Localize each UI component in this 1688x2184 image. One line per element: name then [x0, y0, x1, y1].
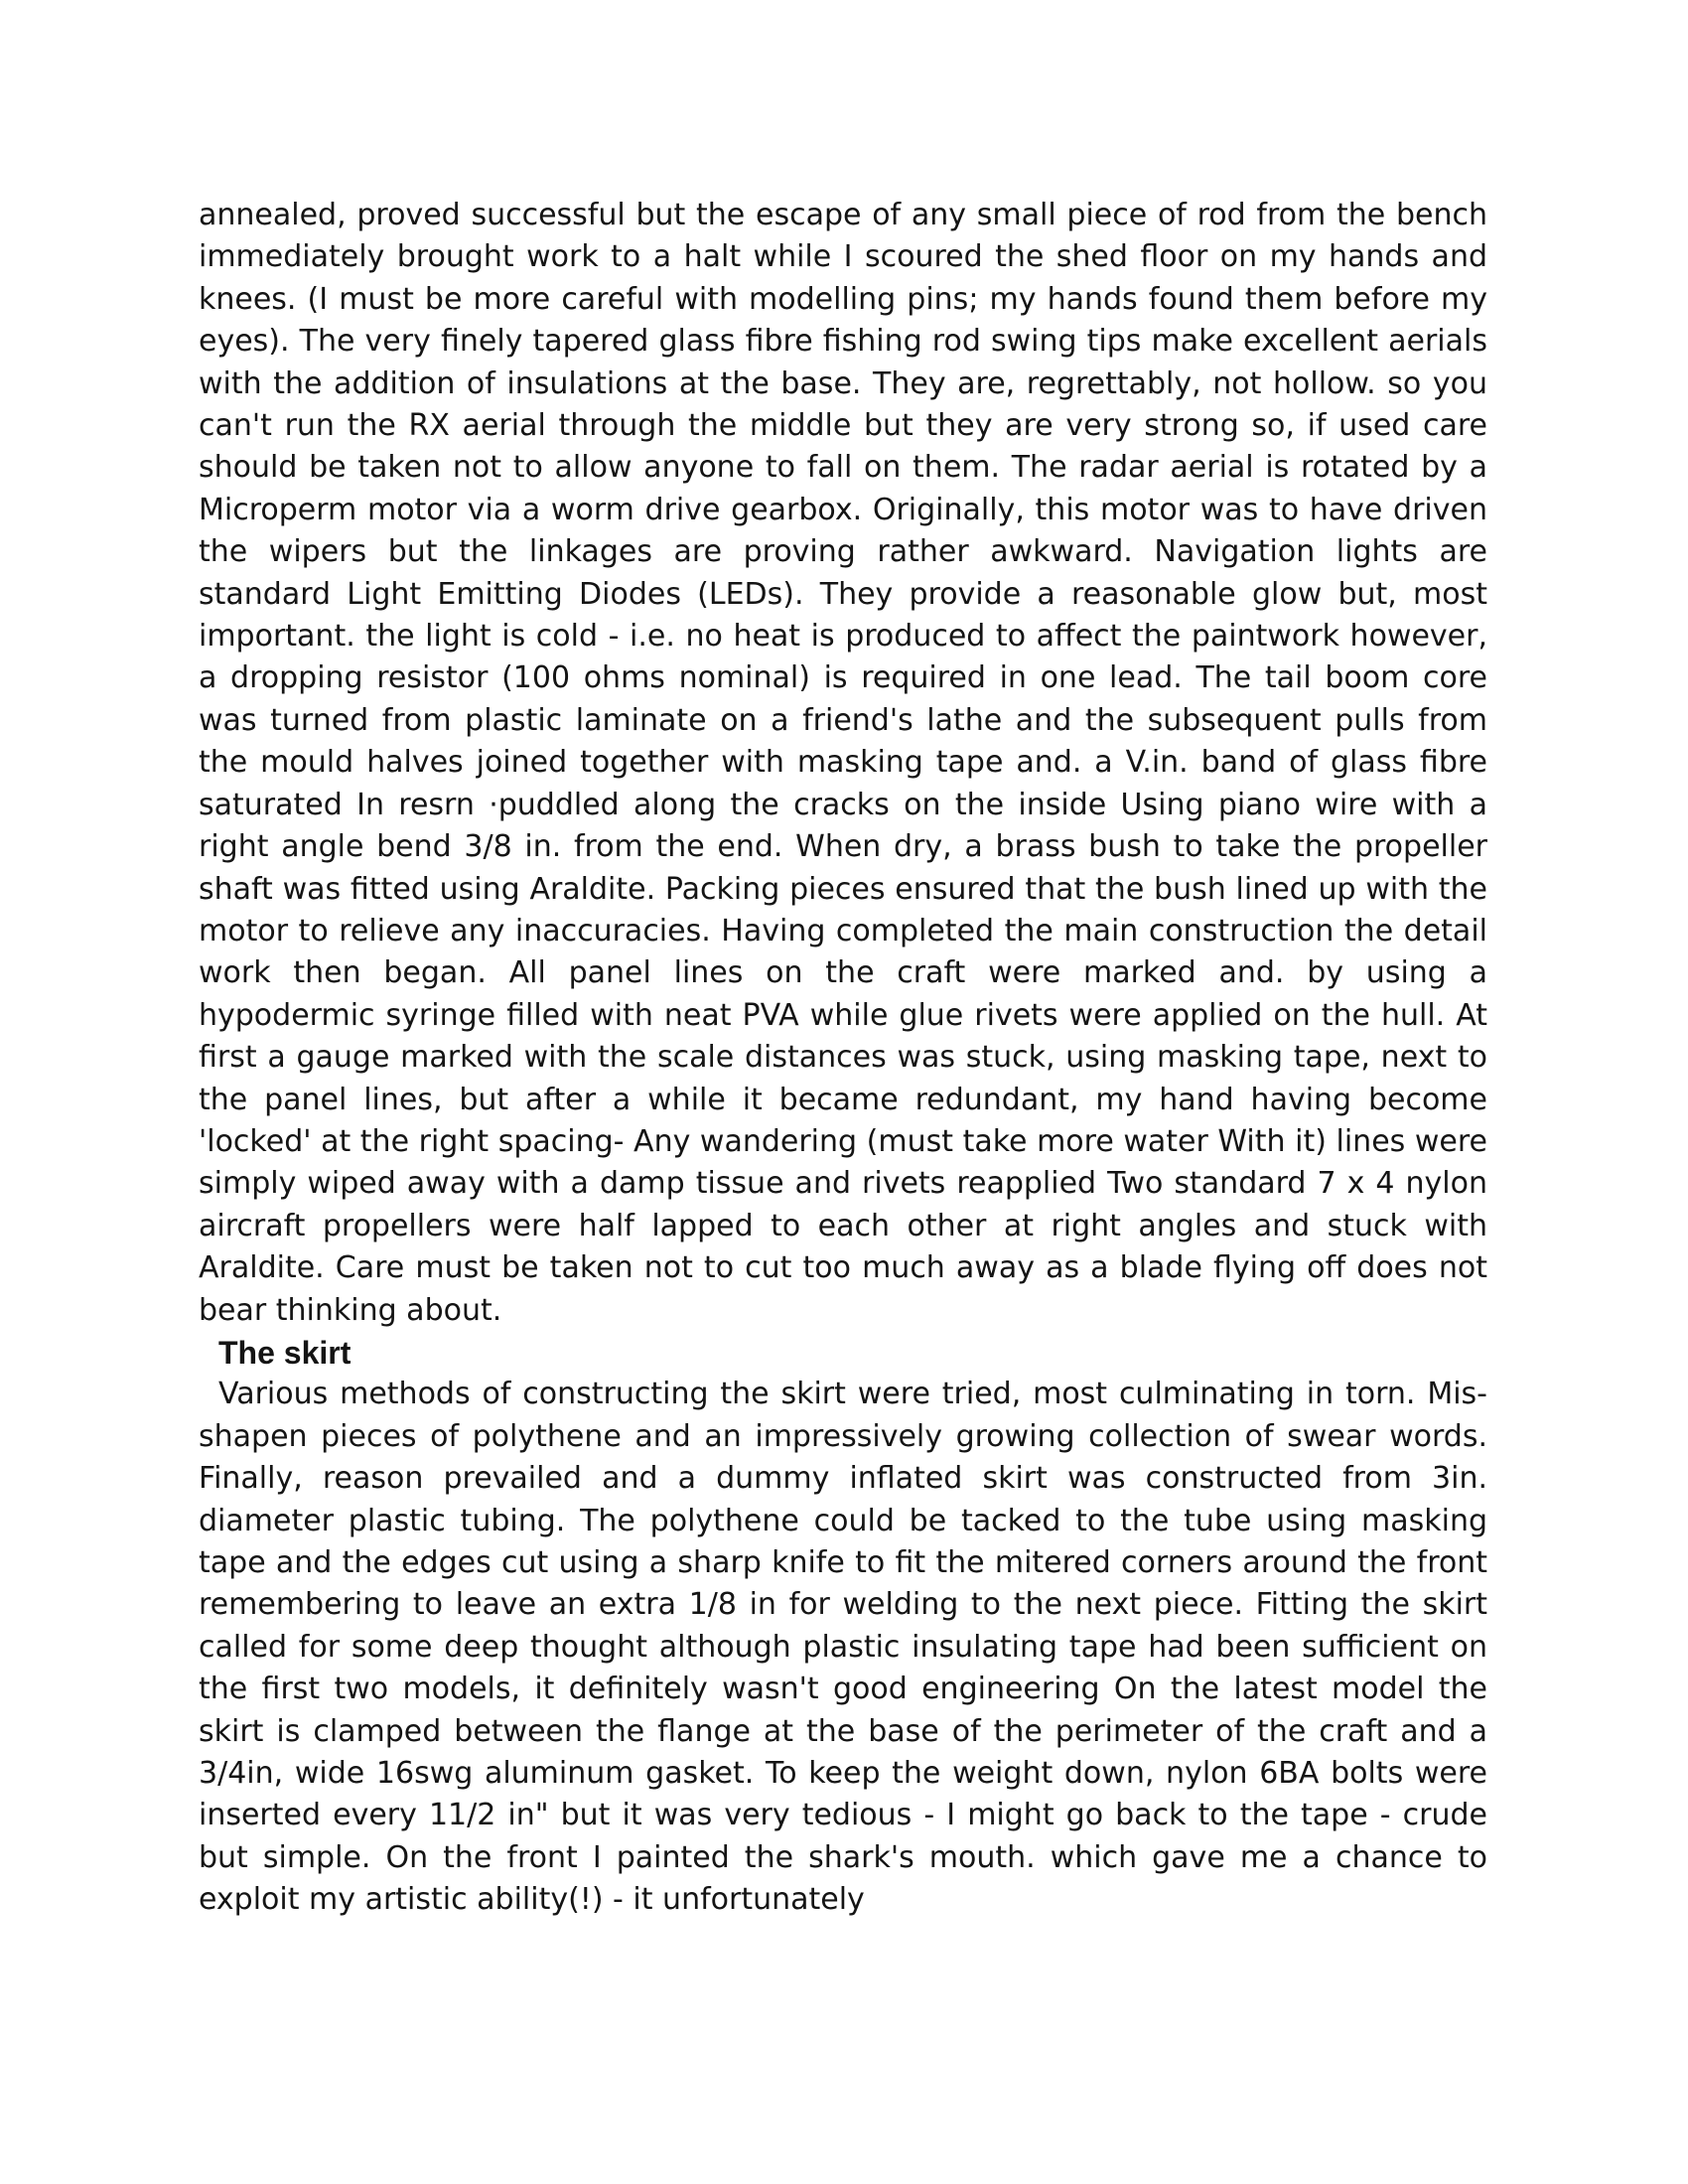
body-paragraph-construction: annealed, proved successful but the escape of any small piece of rod from the bench immediately brought work to a halt while I scoured the shed floor on my hands and knees. (I must be more careful with modelling pins; my hands found them before my eyes). The very finely tapered glass fibre fishing rod swing tips make excellent aerials with the addition of insulations at the base. They are, regrettably, not hollow. so you can't run the RX aerial through the middle but they are very strong so, if used care should be taken not to allow anyone to fall on them. The radar aerial is rotated by a Microperm motor via a worm drive gearbox. Originally, this motor was to have driven the wipers but the linkages are proving rather awkward. Navigation lights are standard Light Emitting Diodes (LEDs). They provide a reasonable glow but, most important. the light is cold - i.e. no heat is produced to affect the paintwork however, a dropping resistor (100 ohms nominal) is required in one lead. The tail boom core was turned from plastic laminate on a friend's lathe and the subsequent pulls from the mould halves joined together with masking tape and. a V.in. band of glass fibre saturated In resrn ·puddled along the cracks on the inside Using piano wire with a right angle bend 3/8 in. from the end. When dry, a brass bush to take the propeller shaft was fitted using Araldite. Packing pieces ensured that the bush lined up with the motor to relieve any inaccuracies. Having completed the main construction the detail work then began. All panel lines on the craft were marked and. by using a hypodermic syringe filled with neat PVA while glue rivets were applied on the hull. At first a gauge marked with the scale distances was stuck, using masking tape, next to the panel lines, but after a while it became redundant, my hand having become 'locked' at the right spacing- Any wandering (must take more water With it) lines were simply wiped away with a damp tissue and rivets reapplied Two standard 7 x 4 nylon aircraft propellers were half lapped to each other at right angles and stuck with Araldite. Care must be taken not to cut too much away as a blade flying off does not bear thinking about. [199, 198, 1487, 1328]
body-paragraph-skirt: Various methods of constructing the skirt were tried, most culminating in torn. Mis-shapen pieces of polythene and an impressively growing collection of swear words. Finally, reason prevailed and a dummy inflated skirt was constructed from 3in. diameter plastic tubing. The polythene could be tacked to the tube using masking tape and the edges cut using a sharp knife to fit the mitered corners around the front remembering to leave an extra 1/8 in for welding to the next piece. Fitting the skirt called for some deep thought although plastic insulating tape had been sufficient on the first two models, it definitely wasn't good engineering On the latest model the skirt is clamped between the flange at the base of the perimeter of the craft and a 3/4in, wide 16swg aluminum gasket. To keep the weight down, nylon 6BA bolts were inserted every 11/2 in" but it was very tedious - I might go back to the tape - crude but simple. On the front I painted the shark's mouth. which gave me a chance to exploit my artistic ability(!) - it unfortunately [199, 1377, 1487, 1918]
section-heading-skirt: The skirt [218, 1334, 352, 1371]
document-page [199, 195, 1487, 1922]
